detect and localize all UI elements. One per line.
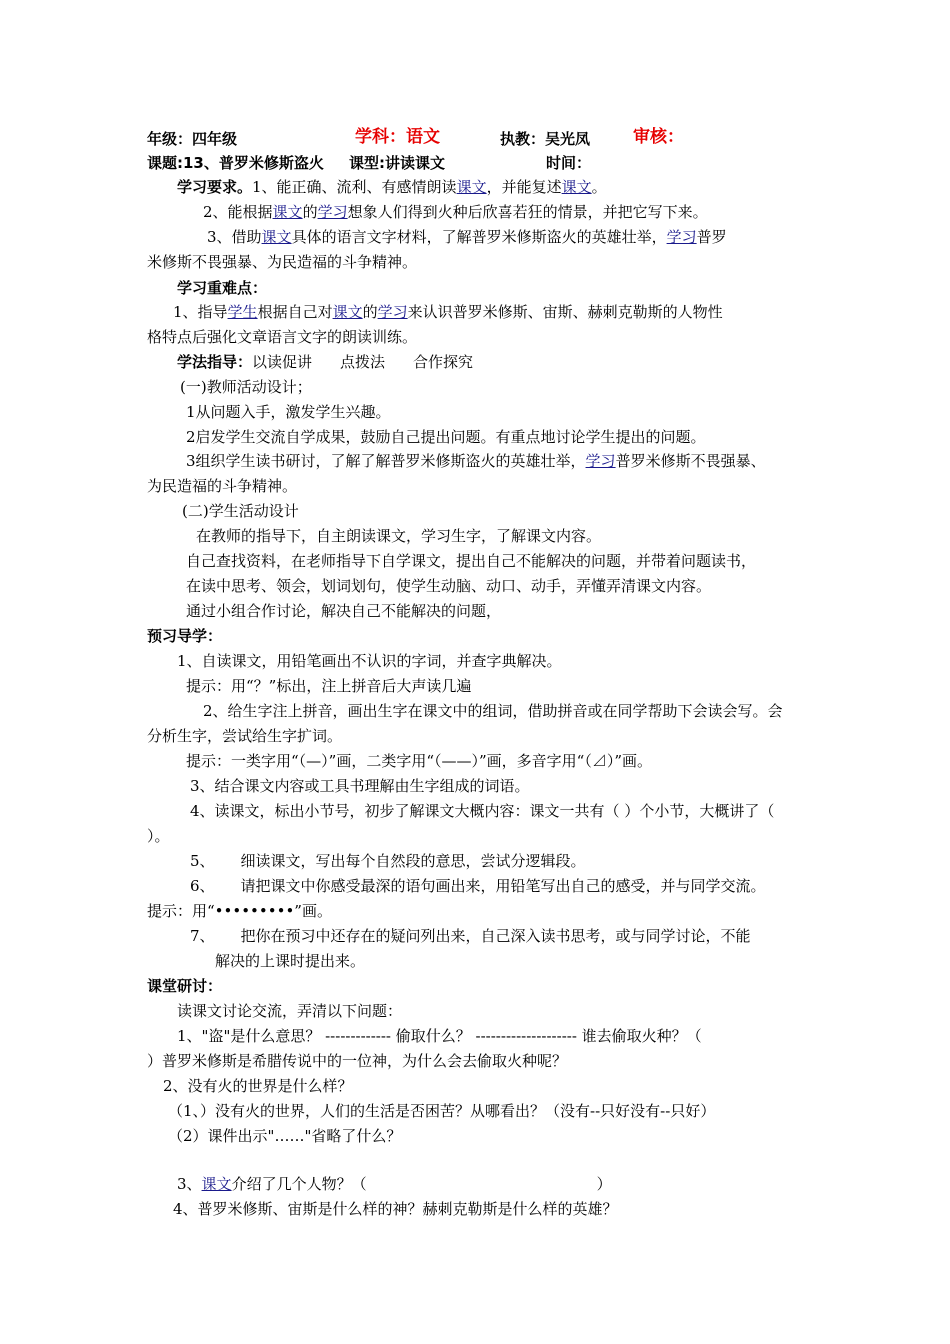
preview-4-cont: ）。 (147, 827, 170, 845)
question-3-number: 3、 (177, 1175, 202, 1193)
preview-6-tip: 提示：用“•••••••••”画。 (147, 902, 332, 920)
goal-3-text-c: 普罗 (696, 228, 727, 246)
preview-5 (190, 851, 586, 871)
method-heading: 学法指导： (177, 353, 253, 371)
question-1: 1、"盗"是什么意思？ ------------- 偷取什么？ -------------------- 谁去偷取火种？（ (177, 1027, 702, 1045)
key-1-text-d: 来认识普罗米修斯、宙斯、赫刺克勒斯的人物性 (407, 303, 723, 321)
preview-2-tip: 提示：一类字用“（—）”画，二类字用“（——）”画，多音字用“（⊿）”画。 (186, 752, 653, 770)
key-heading: 学习重难点： (177, 279, 268, 297)
teacher-step-2: 2启发学生交流自学成果，鼓励自己提出问题。有重点地讨论学生提出的问题。 (186, 428, 706, 446)
key-1 (173, 302, 723, 322)
method-2: 点拨法 (340, 353, 386, 371)
goal-1-text: 1、能正确、流利、有感情朗读 (252, 178, 457, 196)
preview-7 (190, 926, 751, 946)
student-step-3: 在读中思考、领会，划词划句，使学生动脑、动口、动手，弄懂弄清课文内容。 (186, 577, 712, 595)
preview-2: 2、给生字注上拼音，画出生字在课文中的组词，借助拼音或在同学帮助下会读会写。会 (203, 702, 783, 720)
time-label: 时间： (546, 154, 592, 172)
classroom-intro: 读课文讨论交流，弄清以下问题： (177, 1002, 403, 1020)
method-3: 合作探究 (413, 353, 474, 371)
teacher-design-title: (一)教师活动设计； (180, 378, 312, 396)
review-label: 审核： (633, 127, 684, 147)
method (177, 352, 473, 372)
preview-5-number: 5、 (190, 852, 215, 870)
preview-heading: 预习导学： (147, 627, 223, 645)
goal-1-text-c: 。 (591, 178, 607, 196)
link-xuexi[interactable]: 学习 (317, 203, 348, 221)
link-kewen[interactable]: 课文 (332, 303, 363, 321)
teacher-step-3-text: 3组织学生读书研讨，了解了解普罗米修斯盗火的英雄壮举， (186, 452, 586, 470)
key-1-text-b: 根据自己对 (257, 303, 333, 321)
goal-1-text-b: ，并能复述 (486, 178, 562, 196)
preview-7-cont: 解决的上课时提出来。 (215, 952, 366, 970)
link-kewen[interactable]: 课文 (456, 178, 487, 196)
goal-2 (203, 202, 708, 222)
type-label: 课型:讲读课文 (349, 154, 445, 172)
question-3-close: ） (596, 1175, 612, 1193)
goal-2-text-c: 想象人们得到火种后欣喜若狂的情景，并把它写下来。 (347, 203, 708, 221)
link-kewen[interactable]: 课文 (261, 228, 292, 246)
grade-label: 年级：四年级 (147, 130, 238, 148)
goals-heading: 学习要求。 (177, 178, 253, 196)
classroom-heading: 课堂研讨： (147, 977, 223, 995)
question-2-b: （2）课件出示"……"省略了什么？ (168, 1127, 402, 1145)
student-step-1: 在教师的指导下，自主朗读课文，学习生字，了解课文内容。 (196, 527, 602, 545)
student-step-2: 自己查找资料，在老师指导下自学课文，提出自己不能解决的问题，并带着问题读书， (186, 552, 757, 570)
link-xuesheng[interactable]: 学生 (227, 303, 258, 321)
link-kewen[interactable]: 课文 (561, 178, 592, 196)
goal-3-text-b: 具体的语言文字材料，了解普罗米修斯盗火的英雄壮举， (291, 228, 667, 246)
question-2: 2、没有火的世界是什么样？ (163, 1077, 353, 1095)
teacher-label: 执教：吴光凤 (500, 130, 591, 148)
preview-1-tip: 提示：用“？”标出，注上拼音后大声读几遍 (186, 677, 472, 695)
link-xuexi[interactable]: 学习 (585, 452, 616, 470)
preview-6 (190, 876, 766, 896)
question-3 (177, 1174, 612, 1194)
teacher-step-3 (186, 451, 766, 471)
key-1-text-c: 的 (362, 303, 378, 321)
goal-2-text: 2、能根据 (203, 203, 273, 221)
preview-1: 1、自读课文，用铅笔画出不认识的字词，并查字典解决。 (177, 652, 562, 670)
preview-7-number: 7、 (190, 927, 215, 945)
subject-label: 学科：语文 (355, 127, 440, 147)
preview-6-number: 6、 (190, 877, 215, 895)
key-1-cont: 格特点后强化文章语言文字的朗读训练。 (147, 328, 418, 346)
preview-4: 4、读课文，标出小节号，初步了解课文大概内容：课文一共有（ ）个小节，大概讲了（ (190, 802, 775, 820)
preview-2-cont: 分析生字，尝试给生字扩词。 (147, 727, 343, 745)
goal-1 (177, 177, 607, 197)
student-step-4: 通过小组合作讨论，解决自己不能解决的问题， (186, 602, 502, 620)
link-xuexi[interactable]: 学习 (377, 303, 408, 321)
teacher-step-1: 1从问题入手，激发学生兴趣。 (186, 403, 391, 421)
method-1: 以读促讲 (252, 353, 313, 371)
question-3-text: 介绍了几个人物？（ (231, 1175, 367, 1193)
goal-2-text-b: 的 (302, 203, 318, 221)
preview-6-text: 请把课文中你感受最深的语句画出来，用铅笔写出自己的感受，并与同学交流。 (240, 877, 766, 895)
goal-3-text: 3、借助 (207, 228, 262, 246)
preview-7-text: 把你在预习中还存在的疑问列出来，自己深入读书思考，或与同学讨论，不能 (240, 927, 751, 945)
goal-3 (207, 227, 727, 247)
key-1-text: 1、指导 (173, 303, 228, 321)
question-4: 4、普罗米修斯、宙斯是什么样的神？赫刺克勒斯是什么样的英雄？ (173, 1200, 618, 1218)
question-1-cont: ）普罗米修斯是希腊传说中的一位神，为什么会去偷取火种呢？ (147, 1052, 568, 1070)
question-2-a: （1、）没有火的世界，人们的生活是否困苦？从哪看出？（没有--只好没有--只好） (168, 1102, 716, 1120)
teacher-step-3-cont: 为民造福的斗争精神。 (147, 477, 298, 495)
teacher-step-3-text-b: 普罗米修斯不畏强暴、 (615, 452, 766, 470)
preview-3: 3、结合课文内容或工具书理解由生字组成的词语。 (190, 777, 530, 795)
preview-5-text: 细读课文，写出每个自然段的意思，尝试分逻辑段。 (240, 852, 586, 870)
link-kewen[interactable]: 课文 (201, 1175, 232, 1193)
goal-3-cont: 米修斯不畏强暴、为民造福的斗争精神。 (147, 253, 418, 271)
link-xuexi[interactable]: 学习 (666, 228, 697, 246)
topic-label: 课题:13、普罗米修斯盗火 (147, 154, 324, 172)
student-design-title: (二)学生活动设计 (182, 502, 299, 520)
link-kewen[interactable]: 课文 (272, 203, 303, 221)
